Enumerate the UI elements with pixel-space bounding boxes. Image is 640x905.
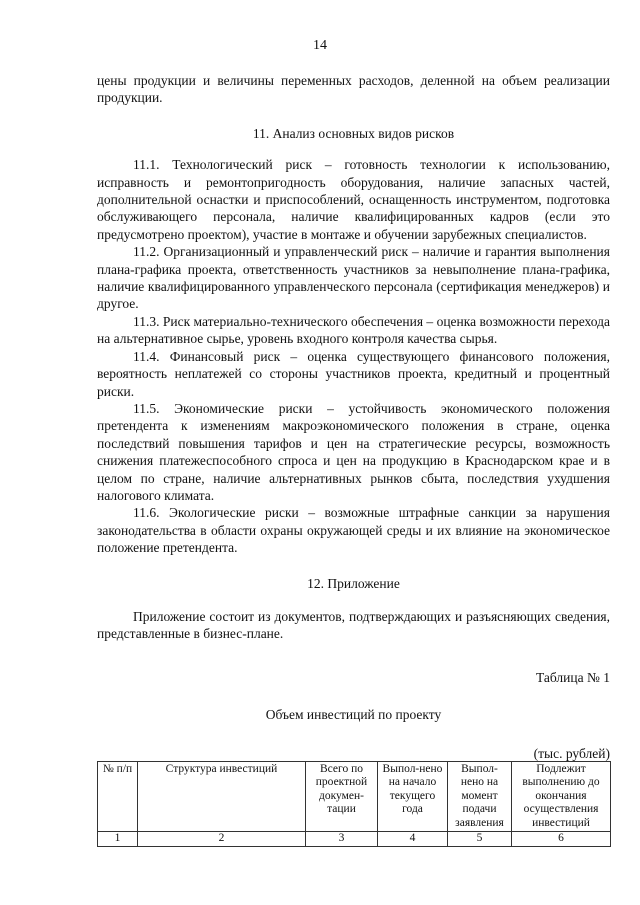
table-units: (тыс. рублей) xyxy=(533,745,610,761)
header-cell: Всего по проектной докумен-тации xyxy=(306,761,378,832)
table-cell: 6 xyxy=(512,832,611,847)
header-cell: Выпол-нено на начало текущего года xyxy=(378,761,448,832)
risk-item-11-4: 11.4. Финансовый риск – оценка существующего финансового положения, вероятность неплатежей со стороны участников проекта, кредитный и процентный риски. xyxy=(97,348,610,399)
risk-item-11-5: 11.5. Экономические риски – устойчивость экономического положения претендента к изменениям макроэкономического положения в стране, оценка последствий повышения тарифов и цен на стратегические ресурсы, возможность снижения платежеспособного спроса и цен на продукцию в Краснодарском крае и в целом по стране, наличие альтернативных рынков сбыта, последствия ухудшения налогового климата. xyxy=(97,400,610,503)
page-content xyxy=(97,72,610,847)
risk-item-11-3: 11.3. Риск материально-технического обеспечения – оценка возможности перехода на альтернативное сырье, уровень входного контроля качества сырья. xyxy=(97,313,610,347)
investment-table xyxy=(97,761,611,847)
risk-item-11-2: 11.2. Организационный и управленческий риск – наличие и гарантия выполнения плана-графика проекта, ответственность участников за невыполнение плана-графика, наличие квалифицированного управленческого персонала (сертификация менеджеров) и другое. xyxy=(97,244,610,312)
table-cell: 4 xyxy=(378,832,448,847)
section-12-title: 12. Приложение xyxy=(307,575,400,591)
table-cell: 1 xyxy=(98,832,138,847)
risk-item-11-6: 11.6. Экологические риски – возможные штрафные санкции за нарушения законодательства в области охраны окружающей среды и их влияние на экономическое положение претендента. xyxy=(97,505,610,556)
header-cell: Выпол-нено на момент подачи заявления xyxy=(448,761,512,832)
appendix-paragraph: Приложение состоит из документов, подтверждающих и разъясняющих сведения, представленные в бизнес-плане. xyxy=(97,608,610,642)
risk-item-11-1: 11.1. Технологический риск – готовность технологии к использованию, исправность и ремонтопригодность оборудования, наличие запасных частей, дополнительной оснастки и приспособлений, оснащенность инструментом, подготовка обслуживающего персонала, наличие квалифицированных кадров (если это предусмотрено проектом), участие в монтаже и обучении зарубежных специалистов. xyxy=(97,157,610,242)
table-title: Объем инвестиций по проекту xyxy=(265,707,442,723)
table-number-label: Таблица № 1 xyxy=(536,669,610,685)
intro-paragraph: цены продукции и величины переменных расходов, деленной на объем реализации продукции. xyxy=(97,73,610,106)
header-cell: Структура инвестиций xyxy=(138,761,306,832)
header-cell: Подлежит выполнению до окончания осуществления инвестиций xyxy=(512,761,611,832)
table-header-row xyxy=(98,761,611,832)
table-row xyxy=(98,832,611,847)
header-cell: № п/п xyxy=(98,761,138,832)
page-number: 14 xyxy=(313,38,327,53)
table-cell: 5 xyxy=(448,832,512,847)
table-cell: 3 xyxy=(306,832,378,847)
table-cell: 2 xyxy=(138,832,306,847)
section-11-title: 11. Анализ основных видов рисков xyxy=(252,125,455,141)
